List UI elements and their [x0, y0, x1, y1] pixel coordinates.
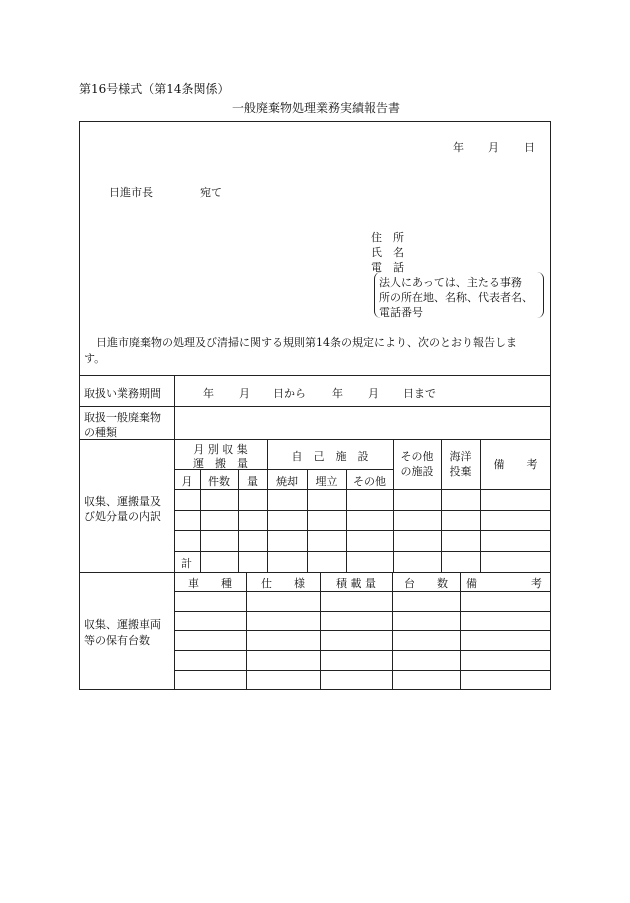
vehicles-col-divider-4	[460, 572, 461, 690]
col-other-header: その他	[353, 475, 386, 488]
document-title: 一般廃棄物処理業務実績報告書	[232, 101, 401, 115]
remarks-header: 備 考	[493, 458, 538, 471]
col-amount-header: 量	[247, 475, 258, 488]
vehicles-row-line-4	[174, 670, 551, 671]
col-month-header: 月	[181, 475, 193, 488]
period-year-to: 年	[332, 387, 343, 400]
vehicles-header-line	[174, 591, 551, 592]
vehicle-type-header: 車 種	[188, 577, 232, 590]
statement-line1: 日進市廃棄物の処理及び清掃に関する規則第14条の規定により、次のとおり報告しま	[96, 336, 517, 349]
vehicle-remarks-header-right: 考	[531, 577, 542, 590]
vehicle-remarks-header-left: 備	[466, 577, 477, 590]
corporate-note-line1: 法人にあっては、主たる事務	[379, 276, 522, 289]
vehicles-row-line-3	[174, 650, 551, 651]
period-month-from: 月	[239, 387, 250, 400]
own-facility-header: 自 己 施 設	[291, 450, 369, 463]
period-year-from: 年	[203, 387, 214, 400]
other-facility-header-line2: の施設	[400, 465, 434, 478]
vehicles-label-line1: 収集、運搬車両	[84, 618, 161, 631]
applicant-phone-label: 電 話	[371, 261, 404, 274]
monthly-header-line1: 月 別 収 集	[193, 443, 248, 456]
label-column-divider	[174, 375, 175, 690]
applicant-address-label: 住 所	[371, 231, 404, 244]
col-count-header: 件数	[208, 475, 230, 488]
other-facility-header-line1: その他	[400, 450, 434, 463]
breakdown-row-line-4	[174, 551, 551, 552]
vehicles-label-line2: 等の保有台数	[84, 634, 150, 647]
period-month-to: 月	[368, 387, 379, 400]
period-label: 取扱い業務期間	[84, 387, 161, 400]
breakdown-label-line1: 収集、運搬量及	[84, 495, 161, 508]
form-number: 第16号様式（第14条関係）	[79, 82, 230, 96]
date-day: 日	[524, 141, 535, 154]
applicant-name-label: 氏 名	[371, 246, 404, 259]
vehicle-spec-header: 仕 様	[261, 577, 305, 590]
period-day-to: 日まで	[403, 387, 436, 400]
waste-type-label-line2: の種類	[84, 426, 117, 439]
corporate-note-line2: 所の所在地、名称、代表者名、	[379, 291, 533, 304]
ocean-header-line2: 投棄	[449, 465, 472, 478]
waste-type-label-line1: 取扱一般廃棄物	[84, 411, 161, 424]
breakdown-row-line-2	[174, 510, 551, 511]
divider-period-top	[79, 375, 551, 376]
breakdown-label-line2: び処分量の内訳	[84, 510, 161, 523]
vehicle-units-header: 台 数	[404, 577, 448, 590]
vehicles-row-line-2	[174, 630, 551, 631]
divider-waste-top	[79, 406, 551, 407]
col-landfill-header: 埋立	[315, 475, 338, 488]
total-row-label: 計	[181, 557, 192, 570]
statement-line2: す。	[84, 352, 106, 365]
vehicles-row-line-1	[174, 611, 551, 612]
divider-vehicles-top	[79, 572, 551, 573]
monthly-header-line2: 運 搬 量	[193, 457, 248, 470]
period-day-from: 日から	[273, 387, 306, 400]
date-month: 月	[488, 141, 499, 154]
corporate-note-line3: 電話番号	[379, 306, 423, 319]
date-year: 年	[453, 141, 464, 154]
vehicle-capacity-header: 積 載 量	[336, 577, 376, 590]
breakdown-row-line-3	[174, 530, 551, 531]
breakdown-row-line-1	[174, 489, 551, 490]
col-incinerate-header: 焼却	[276, 475, 298, 488]
ocean-header-line1: 海洋	[449, 450, 472, 463]
addressee-honorific: 宛て	[200, 186, 222, 199]
addressee-name: 日進市長	[109, 186, 153, 199]
